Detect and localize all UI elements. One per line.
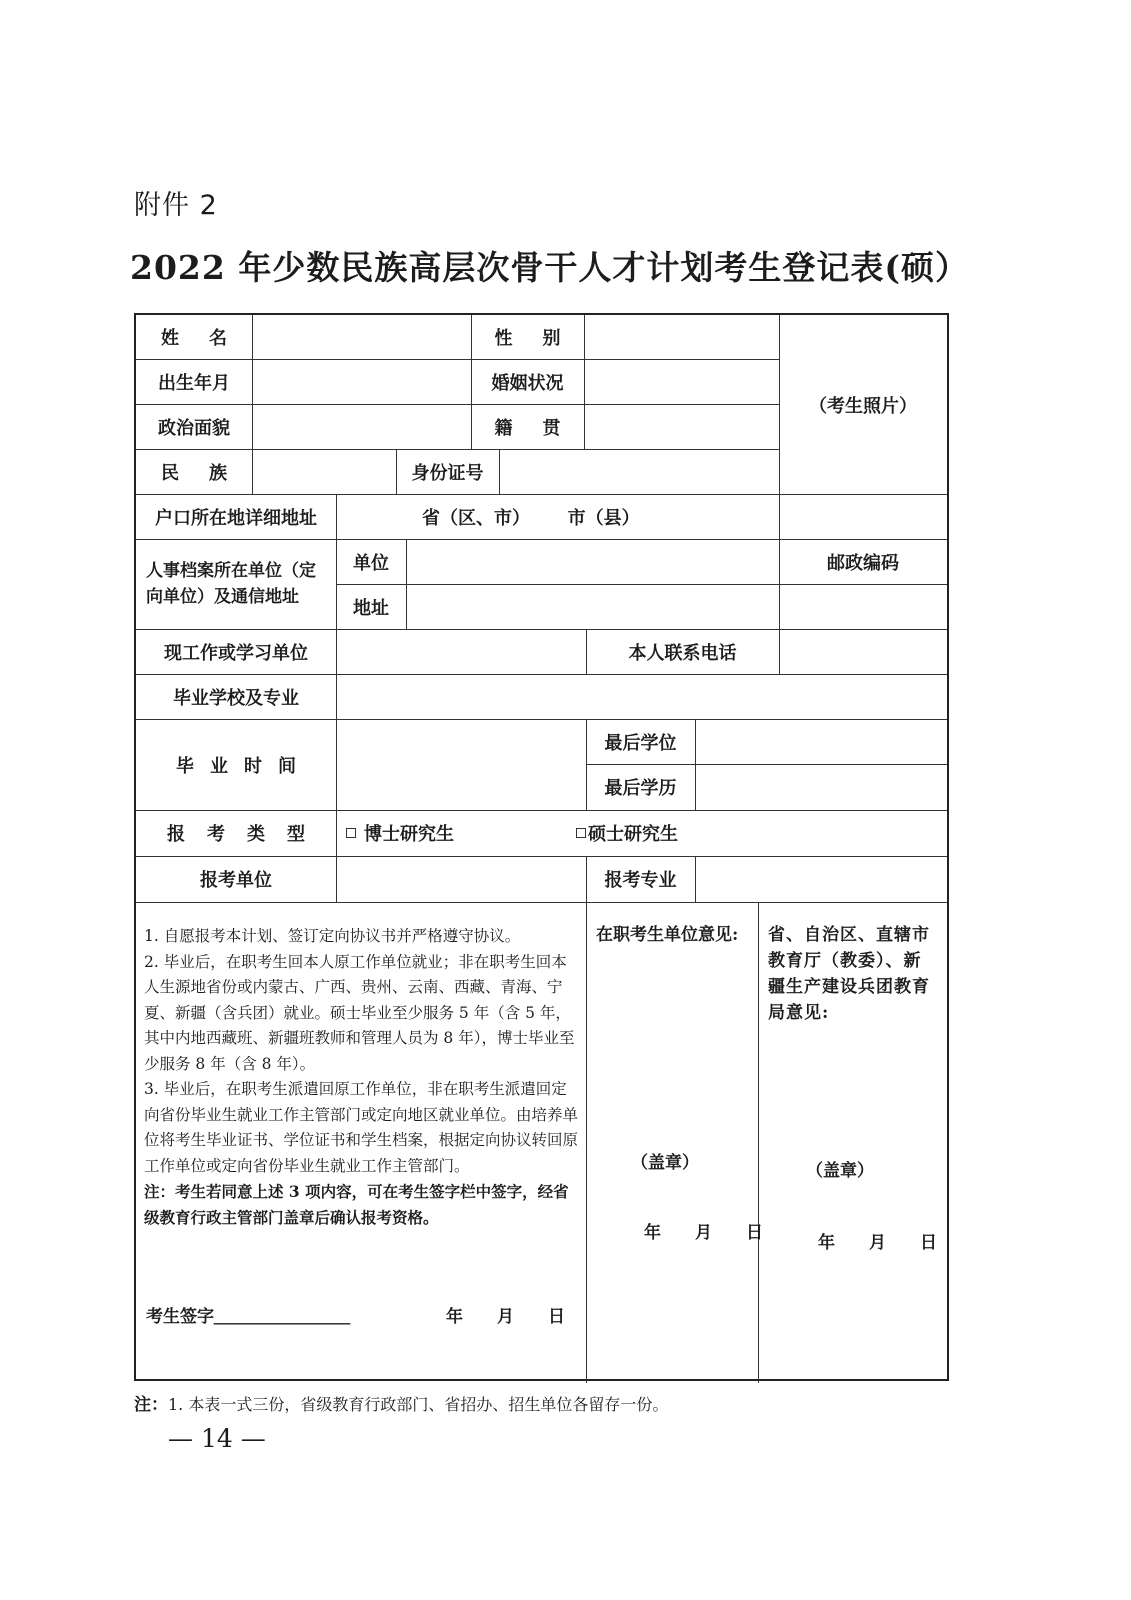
last-education-label: 最后学历 [604, 778, 677, 799]
phone-label: 本人联系电话 [628, 642, 737, 664]
political-label: 政治面貌 [158, 417, 230, 439]
archive-unit-label: 人事档案所在单位（定 向单位）及通信地址 [146, 561, 316, 607]
ethnicity-field[interactable] [252, 449, 396, 494]
hukou-address-field[interactable]: 省（区、市） 市（县） [422, 507, 640, 529]
hukou-address-label: 户口所在地详细地址 [155, 507, 317, 529]
current-work-field[interactable] [336, 629, 586, 674]
current-work-label: 现工作或学习单位 [164, 642, 308, 664]
birth-label: 出生年月 [158, 372, 230, 394]
postcode-label: 邮政编码 [827, 552, 899, 574]
phd-checkbox[interactable] [346, 828, 356, 838]
footnote: 注：1. 本表一式三份，省级教育行政部门、省招办、招生单位各留存一份。 [134, 1395, 669, 1415]
province-date: 年 月 日 [818, 1233, 937, 1253]
master-option[interactable]: 硕士研究生 [566, 810, 816, 856]
unit-field[interactable] [406, 539, 779, 584]
name-field[interactable] [252, 315, 471, 359]
grad-time-label: 毕业时间 [176, 755, 312, 777]
id-number-field[interactable] [499, 449, 779, 494]
unit-label: 单位 [353, 552, 389, 574]
signature-line[interactable]: 考生签字＿＿＿＿＿＿＿＿ [146, 1307, 350, 1327]
province-opinion-section[interactable] [758, 902, 947, 1383]
marital-label: 婚姻状况 [491, 372, 564, 394]
master-checkbox[interactable] [576, 828, 586, 838]
address-field[interactable] [406, 584, 779, 629]
attachment-label: 附件 2 [134, 190, 218, 221]
gender-field[interactable] [584, 315, 779, 359]
apply-major-label: 报考专业 [604, 870, 677, 891]
political-field[interactable] [252, 404, 471, 449]
page-number: — 14 — [168, 1424, 266, 1453]
last-degree-label: 最后学位 [604, 732, 677, 754]
form-title: 2022 年少数民族高层次骨干人才计划考生登记表(硕） [130, 248, 969, 287]
grad-time-field[interactable] [336, 719, 586, 810]
signature-date: 年 月 日 [446, 1307, 565, 1327]
apply-unit-label: 报考单位 [200, 870, 272, 891]
grad-school-label: 毕业学校及专业 [173, 687, 299, 709]
photo-placeholder[interactable]: （考生照片） [809, 395, 917, 417]
id-number-label: 身份证号 [411, 462, 484, 484]
exam-type-label: 报考类型 [167, 824, 327, 845]
birth-field[interactable] [252, 359, 471, 404]
apply-unit-field[interactable] [336, 856, 586, 902]
phd-option[interactable]: 博士研究生 [336, 810, 586, 856]
gender-label: 性别 [494, 328, 591, 349]
address-label: 地址 [353, 597, 389, 619]
native-place-field[interactable] [584, 404, 779, 449]
marital-field[interactable] [584, 359, 779, 404]
postcode-field[interactable] [779, 584, 947, 629]
terms-text: 1. 自愿报考本计划、签订定向协议书并严格遵守协议。 2. 毕业后，在职考生回本人原工作单位就业；非在职考生回本人生源地省份或内蒙古、广西、贵州、云南、西藏、青海、宁夏、新疆（含兵团）就业。硕士毕业至少服务 5 年（含 5 年，其中内地西藏班、新疆班教师和管理人员为 8 年），博士毕业至少服务 8 年（含 8 年）。 3. 毕业后，在职考生派遣回原工作单位，非在职考生派遣回定向省份毕业生就业工作主管部门或定向地区就业单位。由培养单位将考生毕业证书、学位证书和学生档案，根据定向协议转回原工作单位或定向省份毕业生就业工作主管部门。 注：考生若同意上述 3 项内容，可在考生签字栏中签字，经省级教育行政主管部门盖章后确认报考资格。 [144, 927, 579, 1227]
terms-section [136, 902, 586, 1383]
grad-school-field[interactable] [336, 674, 947, 719]
employer-opinion-label: 在职考生单位意见: [596, 925, 739, 945]
apply-major-field[interactable] [695, 856, 947, 902]
registration-form-table [134, 313, 949, 1381]
province-opinion-label: 省、自治区、直辖市教育厅（教委）、新疆生产建设兵团教育局意见: [768, 925, 930, 1023]
last-degree-field[interactable] [695, 719, 947, 764]
employer-date: 年 月 日 [644, 1223, 763, 1243]
native-place-label: 籍贯 [494, 417, 591, 439]
phone-field[interactable] [779, 629, 947, 674]
employer-opinion-section[interactable] [586, 902, 763, 1383]
name-label: 姓名 [161, 328, 257, 349]
last-education-field[interactable] [695, 764, 947, 810]
ethnicity-label: 民族 [161, 462, 257, 484]
employer-stamp: （盖章） [631, 1153, 699, 1173]
province-stamp: （盖章） [806, 1161, 874, 1181]
